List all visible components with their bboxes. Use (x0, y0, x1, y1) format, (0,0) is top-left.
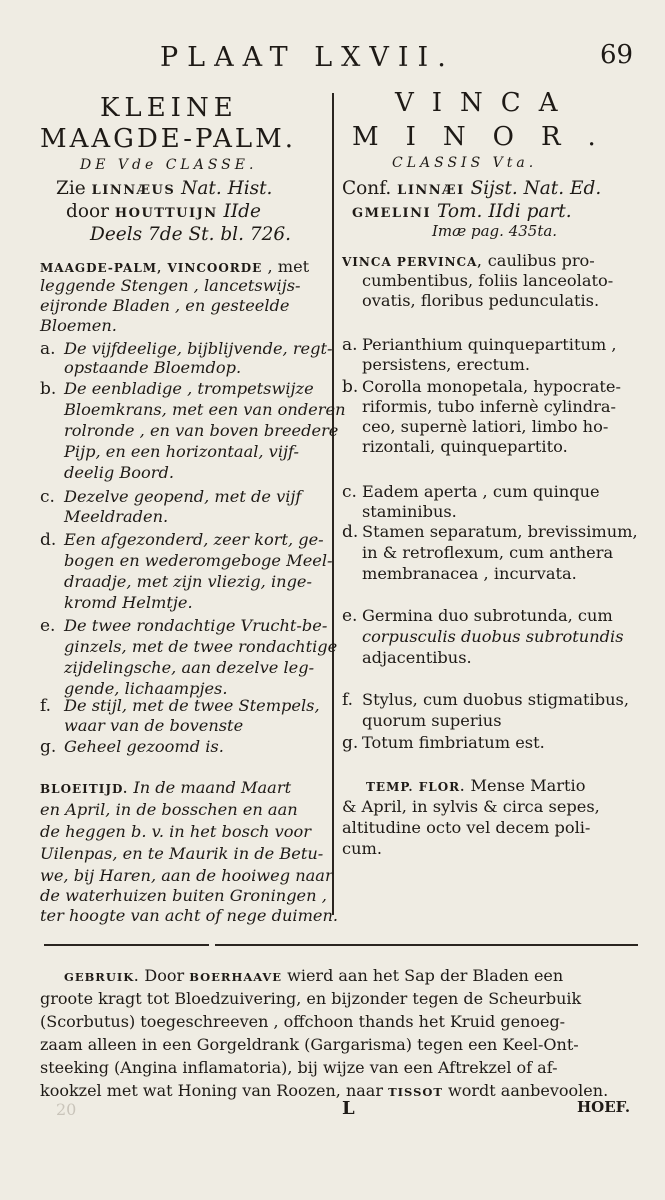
left-title-line2: MAAGDE-PALM. (40, 124, 297, 154)
left-item-e-line3: zijdelingsche, aan dezelve leg- (64, 658, 315, 677)
right-item-b-mark: b. (342, 377, 359, 397)
footer-rule-right (215, 944, 638, 946)
left-desc-line4: Bloemen. (40, 316, 117, 335)
left-item-b-line1: De eenbladige , trompetswijze (64, 379, 314, 398)
right-item-d-line3: membranacea , incurvata. (362, 564, 577, 583)
left-item-c-line1: Dezelve geopend, met de vijf (64, 487, 302, 506)
left-item-d-line2: bogen en wederomgeboge Meel- (64, 551, 333, 570)
left-ref-line1: Zie LINNÆUS Nat. Hist. (56, 178, 273, 199)
left-bloei-line4: Uilenpas, en te Maurik in de Betu- (40, 844, 324, 863)
left-ref-line3: Deels 7de St. bl. 726. (90, 224, 292, 245)
bleed-through-number: 20 (56, 1100, 77, 1119)
left-ref-line2: door HOUTTUIJN IIde (66, 201, 261, 222)
footer-line5: steeking (Angina inflamatoria), bij wijze van een Aftrekzel of af- (40, 1058, 558, 1077)
right-item-c-mark: c. (342, 482, 357, 502)
left-item-f-mark: f. (40, 696, 52, 716)
left-bloei-line6: de waterhuizen buiten Groningen , (40, 886, 327, 905)
left-item-g-line1: Geheel gezoomd is. (64, 737, 224, 756)
right-item-a-line2: persistens, erectum. (362, 355, 530, 374)
left-desc-line2: leggende Stengen , lancetswijs- (40, 276, 301, 295)
catchword: HOEF. (577, 1098, 631, 1116)
left-item-g-mark: g. (40, 737, 57, 757)
footer-line4: zaam alleen in een Gorgeldrank (Gargarisma) tegen een Keel-Ont- (40, 1035, 579, 1054)
left-bloei-line2: en April, in de bosschen en aan (40, 800, 298, 819)
right-item-f-line1: Stylus, cum duobus stigmatibus, (362, 690, 629, 709)
right-item-f-mark: f. (342, 690, 354, 710)
right-temp-line2: & April, in sylvis & circa sepes, (342, 797, 600, 816)
right-ref-line1: Conf. LINNÆI Sijst. Nat. Ed. (342, 178, 602, 199)
right-title-line2: MINOR. (352, 122, 623, 152)
left-item-d-line1: Een afgezonderd, zeer kort, ge- (64, 530, 324, 549)
left-bloei-line7: ter hoogte van acht of nege duimen. (40, 906, 339, 925)
right-temp-line1: TEMP. FLOR. Mense Martio (366, 776, 586, 795)
left-desc-line3: eijronde Bladen , en gesteelde (40, 296, 290, 315)
signature-mark: L (342, 1098, 355, 1119)
left-bloei-line5: we, bij Haren, aan de hooiweg naar (40, 866, 333, 885)
left-item-b-mark: b. (40, 379, 57, 399)
page-number: 69 (600, 40, 634, 70)
right-ref-line3: Imæ pag. 435ta. (432, 222, 558, 240)
right-title-line1: VINCA (395, 88, 576, 118)
right-item-d-line1: Stamen separatum, brevissimum, (362, 522, 638, 541)
right-temp-line4: cum. (342, 839, 382, 858)
left-classe: DE Vde CLASSE. (80, 157, 258, 173)
right-item-f-line2: quorum superius (362, 711, 502, 730)
left-bloei-line3: de heggen b. v. in het bosch voor (40, 822, 311, 841)
left-item-e-line4: gende, lichaampjes. (64, 679, 228, 698)
footer-line3: (Scorbutus) toegeschreeven , offchoon thands het Kruid genoeg- (40, 1012, 566, 1031)
right-desc-line1: VINCA PERVINCA, caulibus pro- (342, 251, 595, 270)
left-item-e-line2: ginzels, met de twee rondachtige (64, 637, 338, 656)
left-item-a-line1: De vijfdeelige, bijblijvende, regt- (64, 339, 333, 358)
footer-rule-left (44, 944, 209, 946)
left-item-d-line4: kromd Helmtje. (64, 593, 193, 612)
right-item-d-line2: in & retroflexum, cum anthera (362, 543, 614, 562)
left-item-b-line2: Bloemkrans, met een van onderen (64, 400, 346, 419)
left-item-e-line1: De twee rondachtige Vrucht-be- (64, 616, 328, 635)
right-item-e-line3: adjacentibus. (362, 648, 472, 667)
footer-line2: groote kragt tot Bloedzuivering, en bijzonder tegen de Scheurbuik (40, 989, 582, 1008)
right-classis: CLASSIS Vta. (392, 155, 538, 171)
footer-line6: kookzel met wat Honing van Roozen, naar TISSOT wordt aanbevoolen. (40, 1081, 609, 1100)
right-item-a-line1: Perianthium quinquepartitum , (362, 335, 617, 354)
left-item-a-line2: opstaande Bloemdop. (64, 358, 242, 377)
left-bloei-line1: BLOEITIJD. In de maand Maart (40, 778, 292, 797)
right-ref-line2: GMELINI Tom. IIdi part. (352, 201, 572, 222)
column-divider (332, 93, 334, 915)
page-header-title: PLAAT LXVII. (160, 42, 455, 73)
footer-line1: GEBRUIK. Door BOERHAAVE wierd aan het Sap der Bladen een (64, 966, 564, 985)
right-item-g-line1: Totum fimbriatum est. (362, 733, 545, 752)
right-item-b-line1: Corolla monopetala, hypocrate- (362, 377, 621, 396)
left-item-b-line3: rolronde , en van boven breedere (64, 421, 339, 440)
left-item-b-line4: Pijp, en een horizontaal, vijf- (64, 442, 299, 461)
left-item-d-mark: d. (40, 530, 57, 550)
left-item-b-line5: deelig Boord. (64, 463, 175, 482)
left-item-f-line1: De stijl, met de twee Stempels, (64, 696, 320, 715)
left-item-e-mark: e. (40, 616, 56, 636)
left-item-f-line2: waar van de bovenste (64, 716, 244, 735)
left-item-d-line3: draadje, met zijn vliezig, inge- (64, 572, 312, 591)
right-item-b-line4: rizontali, quinquepartito. (362, 437, 568, 456)
right-item-e-line1: Germina duo subrotunda, cum (362, 606, 613, 625)
left-title-line1: KLEINE (100, 93, 238, 123)
right-item-b-line3: ceo, supernè latiori, limbo ho- (362, 417, 609, 436)
left-item-c-line2: Meeldraden. (64, 507, 169, 526)
right-item-b-line2: riformis, tubo infernè cylindra- (362, 397, 616, 416)
right-item-g-mark: g. (342, 733, 359, 753)
right-item-c-line1: Eadem aperta , cum quinque (362, 482, 600, 501)
right-item-e-line2: corpusculis duobus subrotundis (362, 627, 624, 646)
left-item-a-mark: a. (40, 339, 56, 359)
right-desc-line3: ovatis, floribus pedunculatis. (362, 291, 600, 310)
right-item-a-mark: a. (342, 335, 358, 355)
right-item-c-line2: staminibus. (362, 502, 457, 521)
right-item-e-mark: e. (342, 606, 358, 626)
right-temp-line3: altitudine octo vel decem poli- (342, 818, 591, 837)
left-desc-line1: MAAGDE-PALM, VINCOORDE , met (40, 257, 310, 276)
left-item-c-mark: c. (40, 487, 55, 507)
right-desc-line2: cumbentibus, foliis lanceolato- (362, 271, 614, 290)
right-item-d-mark: d. (342, 522, 359, 542)
